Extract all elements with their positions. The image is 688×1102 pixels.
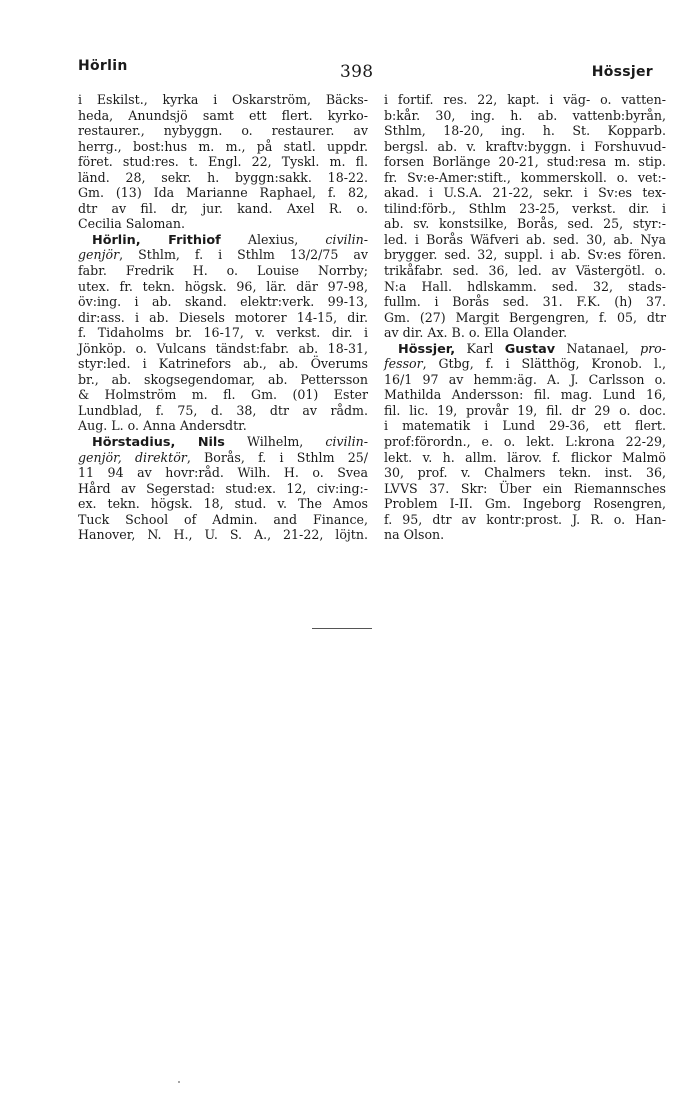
line-text: i Eskilst., kyrka i Oskarström, Bäcks- xyxy=(78,92,368,107)
text-line xyxy=(78,216,368,232)
text-line xyxy=(384,481,666,497)
line-text: dtr av fil. dr, jur. kand. Axel R. o. xyxy=(78,200,368,216)
text-line xyxy=(78,108,368,124)
line-text: Lundblad, f. 75, d. 38, dtr av rådm. xyxy=(78,402,368,418)
line-text: Sthlm, 18-20, ing. h. St. Kopparb. xyxy=(384,123,666,139)
text-line xyxy=(384,170,666,186)
text-line xyxy=(78,154,368,170)
line-text: i matematik i Lund 29-36, ett flert. xyxy=(384,418,666,434)
text-line xyxy=(78,481,368,497)
text-line xyxy=(384,372,666,388)
text-line xyxy=(384,356,666,372)
line-text: Alexius, xyxy=(220,231,326,247)
text-line xyxy=(78,247,368,263)
text-line xyxy=(384,512,666,528)
line-text: akad. i U.S.A. 21-22, sekr. i Sv:es tex- xyxy=(384,185,666,201)
text-line xyxy=(384,139,666,155)
text-line xyxy=(384,232,666,248)
line-text: fr. Sv:e-Amer:stift., kommerskoll. o. vet:- xyxy=(384,169,666,185)
running-head-right: Hössjer xyxy=(591,64,653,80)
entry-title: civilin- xyxy=(325,434,368,450)
text-line xyxy=(384,387,666,403)
text-line xyxy=(384,185,666,201)
text-line xyxy=(78,372,368,388)
line-text: , Borås, f. i Sthlm 25/ xyxy=(186,449,368,465)
text-line xyxy=(78,232,368,248)
line-text: led. i Borås Wäfveri ab. sed. 30, ab. Nya xyxy=(384,231,666,247)
line-text: tilind:förb., Sthlm 23-25, verkst. dir. i xyxy=(384,200,666,216)
line-text: Gm. (27) Margit Bergengren, f. 05, dtr xyxy=(384,309,666,325)
line-text: 30, prof. v. Chalmers tekn. inst. 36, xyxy=(384,465,666,481)
right-column xyxy=(384,92,666,543)
line-text: LVVS 37. Skr: Über ein Riemannsches xyxy=(384,480,666,496)
line-text: lekt. v. h. allm. lärov. f. flickor Malmö xyxy=(384,449,666,465)
line-text: Cecilia Saloman. xyxy=(78,216,186,232)
line-text: Gm. (13) Ida Marianne Raphael, f. 82, xyxy=(78,185,368,201)
text-line xyxy=(78,170,368,186)
text-line xyxy=(78,356,368,372)
line-text: 11 94 av hovr:råd. Wilh. H. o. Svea xyxy=(78,465,368,481)
text-line xyxy=(384,154,666,170)
text-line xyxy=(78,310,368,326)
line-text: bergsl. ab. v. kraftv:byggn. i Forshuvud- xyxy=(384,138,666,154)
line-text: av dir. Ax. B. o. Ella Olander. xyxy=(384,325,568,341)
text-line xyxy=(384,108,666,124)
line-text: Natanael, xyxy=(555,340,641,356)
line-text: Karl xyxy=(455,340,505,356)
line-text: herrg., bost:hus m. m., på statl. uppdr. xyxy=(78,138,368,154)
text-line xyxy=(384,434,666,450)
entry-title: genjör xyxy=(78,247,120,263)
entry-name: Hössjer, xyxy=(398,341,456,357)
text-line xyxy=(78,325,368,341)
text-line xyxy=(78,527,368,543)
entry-title: pro- xyxy=(640,340,666,356)
line-text: ab. sv. konstsilke, Borås, sed. 25, styr:- xyxy=(384,216,666,232)
line-text: fabr. Fredrik H. o. Louise Norrby; xyxy=(78,263,368,279)
line-text: b:kår. 30, ing. h. ab. vattenb:byrån, xyxy=(384,107,666,123)
entry-name: Hörlin, Frithiof xyxy=(92,232,221,248)
line-text: styr:led. i Katrinefors ab., ab. Överums xyxy=(78,356,368,372)
entry-name: Gustav xyxy=(504,341,556,357)
text-line xyxy=(78,139,368,155)
line-text: prof:förordn., e. o. lekt. L:krona 22-29, xyxy=(384,434,666,450)
text-line xyxy=(78,496,368,512)
entry-title: genjör, direktör xyxy=(78,449,187,465)
page-number: 398 xyxy=(340,62,374,82)
text-line xyxy=(78,512,368,528)
line-text: fil. lic. 19, provår 19, fil. dr 29 o. doc. xyxy=(384,402,666,418)
text-line xyxy=(384,465,666,481)
text-line xyxy=(384,325,666,341)
line-text: fullm. i Borås sed. 31. F.K. (h) 37. xyxy=(384,294,666,310)
line-text: 16/1 97 av hemm:äg. A. J. Carlsson o. xyxy=(384,371,666,387)
text-line xyxy=(78,294,368,310)
text-line xyxy=(384,263,666,279)
line-text: restaurer., nybyggn. o. restaurer. av xyxy=(78,123,368,139)
text-line xyxy=(78,465,368,481)
line-text: brygger. sed. 32, suppl. i ab. Sv:es fören. xyxy=(384,247,666,263)
text-line xyxy=(384,294,666,310)
line-text: na Olson. xyxy=(384,527,445,543)
text-line xyxy=(78,418,368,434)
line-text: i fortif. res. 22, kapt. i väg- o. vatten- xyxy=(384,92,666,107)
text-line xyxy=(78,387,368,403)
text-line xyxy=(384,496,666,512)
line-text: & Holmström m. fl. Gm. (01) Ester xyxy=(78,387,368,403)
text-line xyxy=(78,403,368,419)
text-line xyxy=(78,279,368,295)
text-line xyxy=(384,279,666,295)
entry-title: civilin- xyxy=(325,231,369,247)
line-text: öv:ing. i ab. skand. elektr:verk. 99-13, xyxy=(78,294,368,310)
line-text: utex. fr. tekn. högsk. 96, lär. där 97-98, xyxy=(78,278,368,294)
line-text: Mathilda Andersson: fil. mag. Lund 16, xyxy=(384,387,666,403)
text-line xyxy=(384,450,666,466)
left-column xyxy=(78,92,368,543)
entry-title: fessor xyxy=(384,356,423,372)
line-text: , Sthlm, f. i Sthlm 13/2/75 av xyxy=(119,247,368,263)
text-line xyxy=(78,92,368,108)
text-line xyxy=(78,263,368,279)
running-head-left: Hörlin xyxy=(78,58,128,74)
line-text: Tuck School of Admin. and Finance, xyxy=(78,511,368,527)
text-line xyxy=(384,341,666,357)
print-speck xyxy=(178,1081,180,1083)
entry-name: Hörstadius, Nils xyxy=(92,435,225,451)
line-text: Hanover, N. H., U. S. A., 21-22, löjtn. xyxy=(78,527,368,543)
text-line xyxy=(78,341,368,357)
line-text: trikåfabr. sed. 36, led. av Västergötl. o. xyxy=(384,263,666,279)
end-rule xyxy=(312,628,372,629)
text-line xyxy=(78,434,368,450)
line-text: forsen Borlänge 20-21, stud:resa m. stip. xyxy=(384,154,666,170)
line-text: Hård av Segerstad: stud:ex. 12, civ:ing:- xyxy=(78,480,368,496)
text-line xyxy=(384,310,666,326)
line-text: , Gtbg, f. i Slätthög, Kronob. l., xyxy=(422,356,666,372)
text-line xyxy=(384,247,666,263)
line-text: Problem I-II. Gm. Ingeborg Rosengren, xyxy=(384,496,666,512)
text-line xyxy=(384,418,666,434)
line-text: f. 95, dtr av kontr:prost. J. R. o. Han- xyxy=(384,511,666,527)
line-text: N:a Hall. hdlskamm. sed. 32, stads- xyxy=(384,278,666,294)
text-line xyxy=(384,123,666,139)
text-line xyxy=(384,403,666,419)
line-text: ex. tekn. högsk. 18, stud. v. The Amos xyxy=(78,496,368,512)
text-line xyxy=(78,123,368,139)
text-line xyxy=(384,201,666,217)
line-text: dir:ass. i ab. Diesels motorer 14-15, dir. xyxy=(78,309,368,325)
text-line xyxy=(384,216,666,232)
text-line xyxy=(78,201,368,217)
line-text: Jönköp. o. Vulcans tändst:fabr. ab. 18-31, xyxy=(78,340,368,356)
line-text: br., ab. skogsegendomar, ab. Pettersson xyxy=(78,371,368,387)
text-line xyxy=(384,527,666,543)
text-line xyxy=(384,92,666,108)
line-text: heda, Anundsjö samt ett flert. kyrko- xyxy=(78,107,368,123)
line-text: föret. stud:res. t. Engl. 22, Tyskl. m. fl. xyxy=(78,154,368,170)
text-line xyxy=(78,450,368,466)
text-line xyxy=(78,185,368,201)
line-text: länd. 28, sekr. h. byggn:sakk. 18-22. xyxy=(78,169,368,185)
line-text: Aug. L. o. Anna Andersdtr. xyxy=(78,418,247,434)
line-text: Wilhelm, xyxy=(224,434,326,450)
line-text: f. Tidaholms br. 16-17, v. verkst. dir. i xyxy=(78,325,368,341)
